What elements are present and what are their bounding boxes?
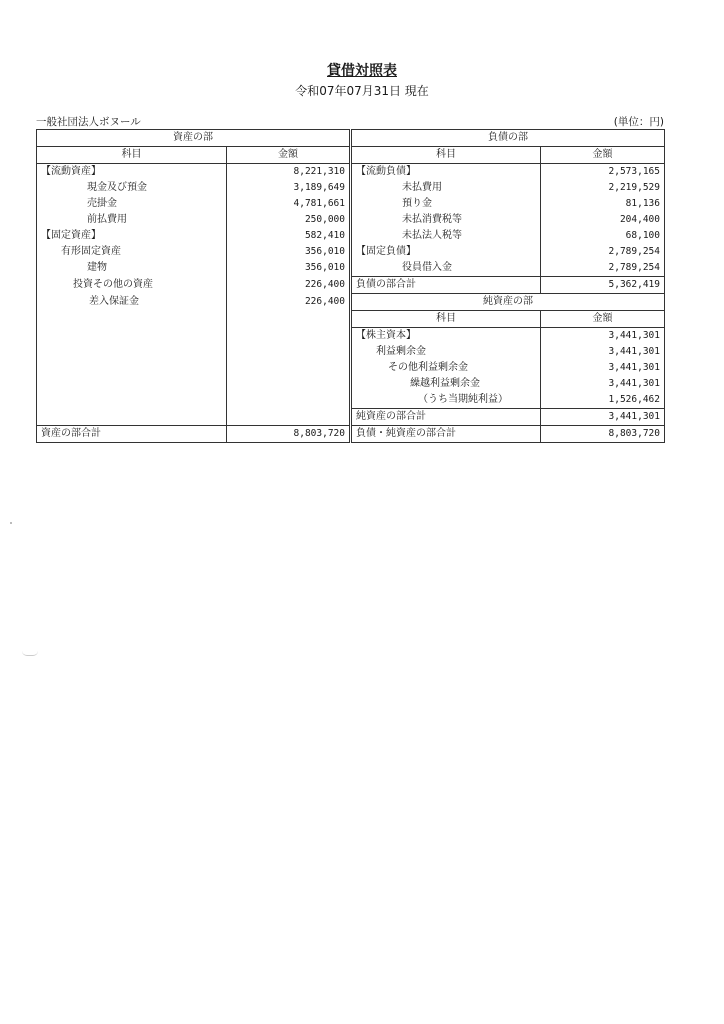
liability-row-label: 【流動負債】 bbox=[351, 164, 541, 181]
asset-row-label: 現金及び預金 bbox=[37, 180, 227, 196]
liability-row-amount: 81,136 bbox=[541, 196, 665, 212]
net-asset-row-amount: 3,441,301 bbox=[541, 328, 665, 345]
asset-row-amount: 356,010 bbox=[227, 244, 351, 260]
liability-row-label: 【固定負債】 bbox=[351, 244, 541, 260]
asset-row-label: 売掛金 bbox=[37, 196, 227, 212]
company-name: 一般社団法人ボヌール bbox=[36, 116, 141, 128]
net-asset-row-label: 利益剰余金 bbox=[351, 344, 541, 360]
grand-total-amount: 8,803,720 bbox=[541, 426, 665, 443]
assets-total-label: 資産の部合計 bbox=[37, 426, 227, 443]
net-asset-row-label: 繰越利益剰余金 bbox=[351, 376, 541, 392]
net-asset-row-amount: 3,441,301 bbox=[541, 344, 665, 360]
asset-row-amount: 8,221,310 bbox=[227, 164, 351, 181]
assets-col-amount: 金額 bbox=[227, 147, 351, 164]
asset-row-amount: 226,400 bbox=[227, 294, 351, 311]
liability-row-label: 未払法人税等 bbox=[351, 228, 541, 244]
grand-total-label: 負債・純資産の部合計 bbox=[351, 426, 541, 443]
liabilities-col-item: 科目 bbox=[351, 147, 541, 164]
liabilities-section-header: 負債の部 bbox=[351, 130, 665, 147]
liability-row-amount: 2,789,254 bbox=[541, 244, 665, 260]
assets-section-header: 資産の部 bbox=[37, 130, 351, 147]
asset-row-label: 投資その他の資産 bbox=[37, 277, 227, 294]
scan-speck bbox=[10, 522, 12, 524]
net-assets-col-item: 科目 bbox=[351, 311, 541, 328]
liabilities-col-amount: 金額 bbox=[541, 147, 665, 164]
scan-mark bbox=[22, 651, 38, 656]
net-asset-row-amount: 3,441,301 bbox=[541, 360, 665, 376]
asset-row-label: 【固定資産】 bbox=[37, 228, 227, 244]
assets-col-item: 科目 bbox=[37, 147, 227, 164]
asset-row-label: 差入保証金 bbox=[37, 294, 227, 311]
net-asset-row-label: （うち当期純利益） bbox=[351, 392, 541, 409]
unit-label: (単位：円) bbox=[613, 116, 664, 128]
net-assets-total-label: 純資産の部合計 bbox=[351, 409, 541, 426]
asset-row-label: 有形固定資産 bbox=[37, 244, 227, 260]
liability-row-amount: 2,789,254 bbox=[541, 260, 665, 277]
net-asset-row-label: 【株主資本】 bbox=[351, 328, 541, 345]
liability-row-label: 未払費用 bbox=[351, 180, 541, 196]
report-date: 令和07年07月31日 現在 bbox=[295, 84, 429, 98]
asset-row-label: 建物 bbox=[37, 260, 227, 277]
liability-row-amount: 68,100 bbox=[541, 228, 665, 244]
liabilities-total-label: 負債の部合計 bbox=[351, 277, 541, 294]
asset-row-amount: 582,410 bbox=[227, 228, 351, 244]
net-asset-row-label: その他利益剰余金 bbox=[351, 360, 541, 376]
liability-row-amount: 2,573,165 bbox=[541, 164, 665, 181]
liability-row-label: 未払消費税等 bbox=[351, 212, 541, 228]
net-assets-section-header: 純資産の部 bbox=[351, 294, 665, 311]
net-asset-row-amount: 1,526,462 bbox=[541, 392, 665, 409]
asset-row-amount: 3,189,649 bbox=[227, 180, 351, 196]
asset-row-label: 前払費用 bbox=[37, 212, 227, 228]
net-assets-col-amount: 金額 bbox=[541, 311, 665, 328]
asset-row-amount: 356,010 bbox=[227, 260, 351, 277]
balance-sheet-table bbox=[36, 129, 665, 443]
document-title: 貸借対照表 bbox=[327, 63, 397, 79]
liability-row-amount: 2,219,529 bbox=[541, 180, 665, 196]
net-assets-total-amount: 3,441,301 bbox=[541, 409, 665, 426]
liability-row-label: 役員借入金 bbox=[351, 260, 541, 277]
liability-row-label: 預り金 bbox=[351, 196, 541, 212]
liabilities-total-amount: 5,362,419 bbox=[541, 277, 665, 294]
assets-total-amount: 8,803,720 bbox=[227, 426, 351, 443]
liability-row-amount: 204,400 bbox=[541, 212, 665, 228]
net-asset-row-amount: 3,441,301 bbox=[541, 376, 665, 392]
asset-row-label: 【流動資産】 bbox=[37, 164, 227, 181]
asset-row-amount: 250,000 bbox=[227, 212, 351, 228]
asset-row-amount: 4,781,661 bbox=[227, 196, 351, 212]
asset-row-amount: 226,400 bbox=[227, 277, 351, 294]
